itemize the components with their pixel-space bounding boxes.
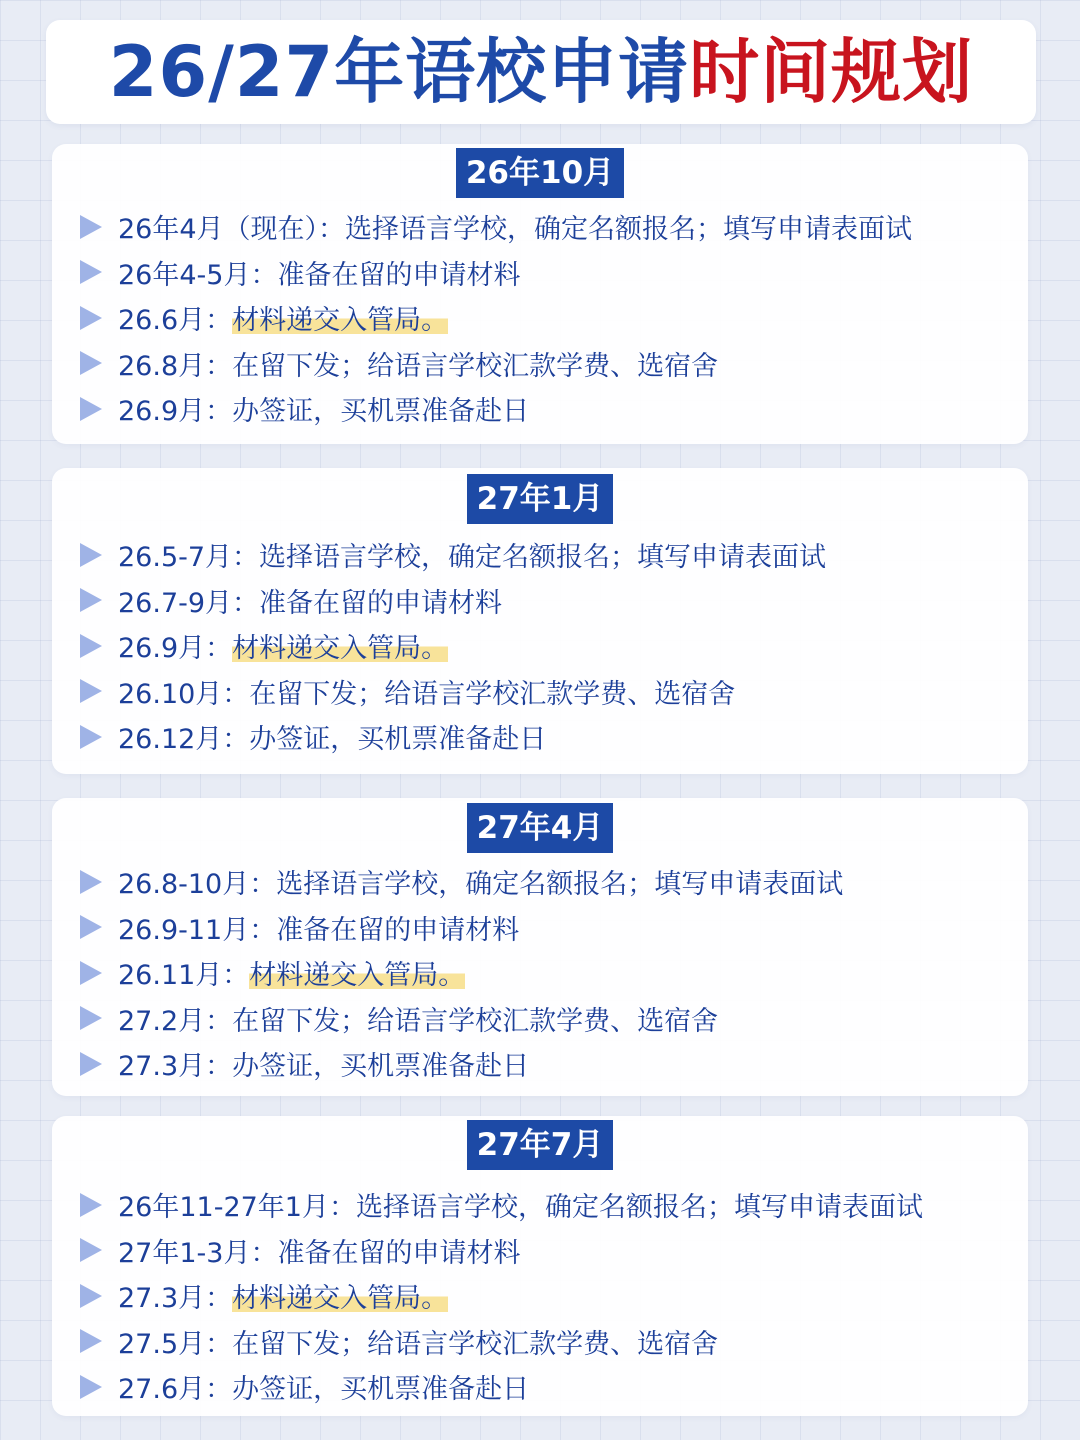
section-badge: 27年1月	[467, 474, 614, 524]
timeline-item	[52, 714, 1028, 760]
page-title	[108, 31, 974, 113]
page-title-accent: 时间规划	[689, 31, 974, 113]
item-date: 26年4月（现在）：	[118, 214, 346, 246]
item-text-highlighted: 材料递交入管局。	[232, 298, 448, 337]
item-text: 选择语言学校，确定名额报名；填写申请表面试	[356, 1192, 923, 1224]
timeline-item	[52, 905, 1028, 951]
timeline-item	[52, 859, 1028, 905]
item-text: 选择语言学校，确定名额报名；填写申请表面试	[276, 869, 844, 901]
item-date: 27.6月：	[118, 1374, 233, 1406]
triangle-bullet-icon	[80, 1284, 102, 1308]
item-text: 选择语言学校，确定名额报名；填写申请表面试	[345, 214, 913, 246]
timeline-item	[52, 1319, 1028, 1365]
timeline-item	[52, 996, 1028, 1042]
timeline-item	[52, 1041, 1028, 1087]
item-date: 26.10月：	[118, 678, 250, 710]
item-text: 办签证，买机票准备赴日	[232, 396, 530, 428]
triangle-bullet-icon	[80, 634, 102, 658]
triangle-bullet-icon	[80, 961, 102, 985]
item-date: 27.3月：	[118, 1283, 233, 1315]
item-text: 办签证，买机票准备赴日	[232, 1374, 530, 1406]
item-text-highlighted: 材料递交入管局。	[249, 953, 465, 992]
triangle-bullet-icon	[80, 260, 102, 284]
timeline-item	[52, 341, 1028, 387]
timeline-list	[52, 532, 1028, 760]
item-text: 准备在留的申请材料	[277, 259, 521, 291]
item-date: 26.11月：	[118, 960, 250, 992]
triangle-bullet-icon	[80, 679, 102, 703]
item-date: 26.9月：	[118, 633, 233, 665]
timeline-list	[52, 1182, 1028, 1410]
timeline-item	[52, 1273, 1028, 1319]
item-text: 在留下发；给语言学校汇款学费、选宿舍	[232, 1005, 719, 1037]
triangle-bullet-icon	[80, 543, 102, 567]
item-date: 26年11-27年1月：	[118, 1192, 356, 1224]
timeline-list	[52, 859, 1028, 1087]
title-card	[46, 20, 1036, 124]
item-text: 在留下发；给语言学校汇款学费、选宿舍	[232, 1328, 719, 1360]
item-date: 27.2月：	[118, 1005, 233, 1037]
timeline-list	[52, 204, 1028, 432]
intake-section-4	[52, 1116, 1028, 1416]
timeline-item	[52, 669, 1028, 715]
timeline-item	[52, 204, 1028, 250]
item-text: 准备在留的申请材料	[277, 1237, 521, 1269]
triangle-bullet-icon	[80, 215, 102, 239]
item-date: 26.7-9月：	[118, 587, 260, 619]
item-date: 26.8-10月：	[118, 869, 277, 901]
timeline-item	[52, 1364, 1028, 1410]
timeline-item	[52, 1228, 1028, 1274]
item-text: 准备在留的申请材料	[259, 587, 503, 619]
item-text: 准备在留的申请材料	[276, 914, 520, 946]
item-date: 27.3月：	[118, 1051, 233, 1083]
timeline-item	[52, 623, 1028, 669]
item-text: 在留下发；给语言学校汇款学费、选宿舍	[249, 678, 736, 710]
timeline-item	[52, 578, 1028, 624]
item-date: 26.6月：	[118, 305, 233, 337]
triangle-bullet-icon	[80, 1238, 102, 1262]
item-date: 26.9-11月：	[118, 914, 277, 946]
item-text: 在留下发；给语言学校汇款学费、选宿舍	[232, 350, 719, 382]
triangle-bullet-icon	[80, 1006, 102, 1030]
item-text: 办签证，买机票准备赴日	[232, 1051, 530, 1083]
item-text-highlighted: 材料递交入管局。	[232, 1276, 448, 1315]
triangle-bullet-icon	[80, 1052, 102, 1076]
item-date: 26.5-7月：	[118, 542, 260, 574]
triangle-bullet-icon	[80, 915, 102, 939]
triangle-bullet-icon	[80, 1193, 102, 1217]
triangle-bullet-icon	[80, 588, 102, 612]
intake-section-3	[52, 798, 1028, 1096]
triangle-bullet-icon	[80, 397, 102, 421]
section-badge: 26年10月	[456, 148, 624, 198]
timeline-item	[52, 250, 1028, 296]
triangle-bullet-icon	[80, 1375, 102, 1399]
item-text: 办签证，买机票准备赴日	[249, 724, 547, 756]
item-date: 26.8月：	[118, 350, 233, 382]
timeline-item	[52, 950, 1028, 996]
item-date: 26.9月：	[118, 396, 233, 428]
triangle-bullet-icon	[80, 870, 102, 894]
intake-section-2	[52, 468, 1028, 774]
timeline-item	[52, 532, 1028, 578]
section-badge: 27年7月	[467, 1120, 614, 1170]
timeline-item	[52, 295, 1028, 341]
item-date: 26年4-5月：	[118, 259, 278, 291]
timeline-item	[52, 1182, 1028, 1228]
item-date: 27.5月：	[118, 1328, 233, 1360]
item-date: 26.12月：	[118, 724, 250, 756]
item-text-highlighted: 材料递交入管局。	[232, 626, 448, 665]
triangle-bullet-icon	[80, 351, 102, 375]
triangle-bullet-icon	[80, 306, 102, 330]
item-text: 选择语言学校，确定名额报名；填写申请表面试	[259, 542, 827, 574]
triangle-bullet-icon	[80, 725, 102, 749]
item-date: 27年1-3月：	[118, 1237, 278, 1269]
intake-section-1	[52, 144, 1028, 444]
timeline-item	[52, 386, 1028, 432]
section-badge: 27年4月	[467, 803, 614, 853]
triangle-bullet-icon	[80, 1329, 102, 1353]
page-title-main: 26/27年语校申请	[108, 31, 690, 113]
